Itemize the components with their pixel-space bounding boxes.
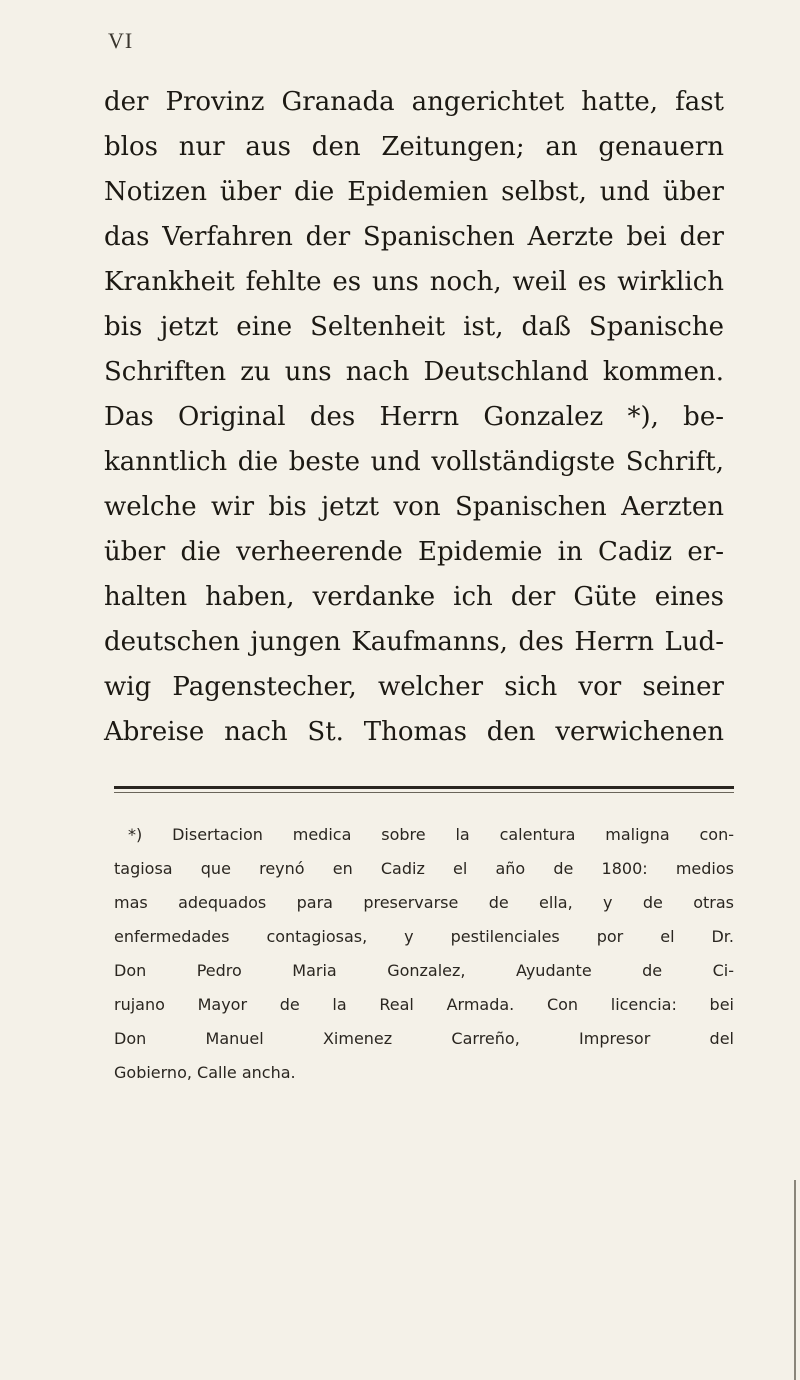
page-edge-shadow: [788, 1180, 796, 1380]
text-line: Notizen über die Epidemien selbst, und über: [104, 177, 724, 207]
text-line: bis jetzt eine Seltenheit ist, daß Spanische: [104, 312, 724, 342]
text-line: Schriften zu uns nach Deutschland kommen.: [104, 357, 724, 387]
body-text: [104, 80, 724, 755]
footnote-line: Don Pedro Maria Gonzalez, Ayudante de Ci-: [114, 961, 734, 980]
text-line: kanntlich die beste und vollständigste Schrift,: [104, 447, 724, 477]
footnote-line: *) Disertacion medica sobre la calentura maligna con-: [128, 825, 734, 844]
text-line: Abreise nach St. Thomas den verwichenen: [104, 717, 724, 747]
text-line: über die verheerende Epidemie in Cadiz er-: [104, 537, 724, 567]
footnote-line: tagiosa que reynó en Cadiz el año de 1800: medios: [114, 859, 734, 878]
footnote-line: Gobierno, Calle ancha.: [114, 1063, 296, 1082]
text-line: der Provinz Granada angerichtet hatte, fast: [104, 87, 724, 117]
text-line: wig Pagenstecher, welcher sich vor seiner: [104, 672, 724, 702]
footnote-separator-thin: [114, 792, 734, 793]
footnote-line: Don Manuel Ximenez Carreño, Impresor del: [114, 1029, 734, 1048]
page-number: VI: [108, 28, 134, 53]
footnote-line: rujano Mayor de la Real Armada. Con licencia: bei: [114, 995, 734, 1014]
footnote-line: mas adequados para preservarse de ella, y de otras: [114, 893, 734, 912]
text-line: das Verfahren der Spanischen Aerzte bei der: [104, 222, 724, 252]
text-line: blos nur aus den Zeitungen; an genauern: [104, 132, 724, 162]
footnote: [114, 818, 734, 1090]
text-line: deutschen jungen Kaufmanns, des Herrn Lud-: [104, 627, 724, 657]
text-line: Das Original des Herrn Gonzalez *), be-: [104, 402, 724, 432]
footnote-line: enfermedades contagiosas, y pestilenciales por el Dr.: [114, 927, 734, 946]
footnote-separator: [114, 786, 734, 789]
text-line: Krankheit fehlte es uns noch, weil es wirklich: [104, 267, 724, 297]
text-line: welche wir bis jetzt von Spanischen Aerzten: [104, 492, 724, 522]
text-line: halten haben, verdanke ich der Güte eines: [104, 582, 724, 612]
